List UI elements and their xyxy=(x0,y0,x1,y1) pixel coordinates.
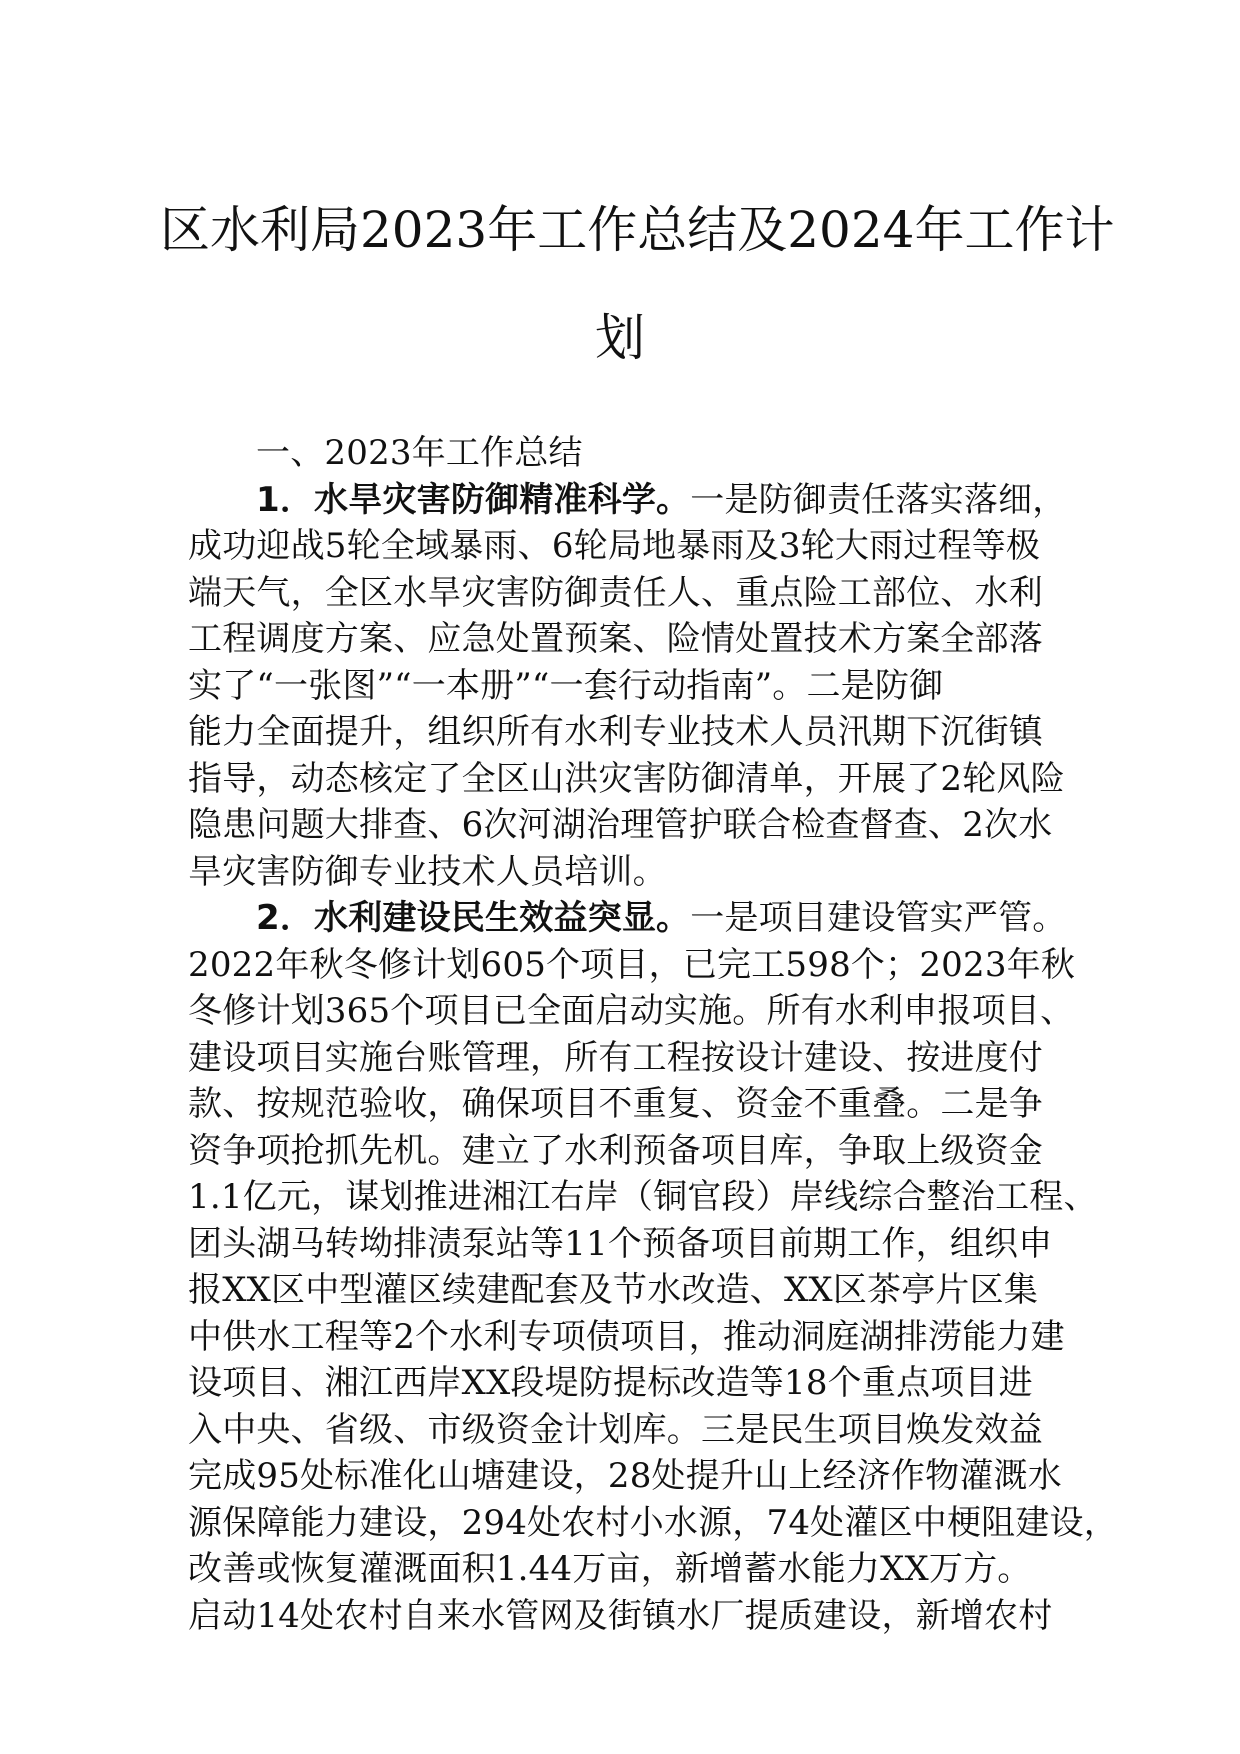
item2-line: 改善或恢复灌溉面积1.44万亩，新增蓄水能力XX万方。 xyxy=(188,1549,1032,1589)
item2-line: 款、按规范验收，确保项目不重复、资金不重叠。二是争 xyxy=(188,1084,1043,1124)
item2-line: 完成95处标准化山塘建设，28处提升山上经济作物灌溉水 xyxy=(188,1456,1062,1496)
item1-line: 端天气，全区水旱灾害防御责任人、重点险工部位、水利 xyxy=(188,572,1043,613)
item1-line: 旱灾害防御专业技术人员培训。 xyxy=(188,851,667,892)
item2-line: 1.1亿元，谋划推进湘江右岸（铜官段）岸线综合整治工程、 xyxy=(188,1177,1098,1217)
item1-line: 实了“一张图”“一本册”“一套行动指南”。二是防御 xyxy=(188,665,944,706)
item1-first-line-text: 一是防御责任落实落细， xyxy=(690,479,1067,520)
item2-heading: 2．水利建设民生效益突显。 xyxy=(256,898,691,938)
item1-line: 工程调度方案、应急处置预案、险情处置技术方案全部落 xyxy=(188,619,1043,659)
item2-line: 2022年秋冬修计划605个项目，已完工598个；2023年秋 xyxy=(188,944,1076,985)
title-line-2: 划 xyxy=(595,309,645,367)
item1-line: 隐患问题大排查、6次河湖治理管护联合检查督查、2次水 xyxy=(188,805,1053,845)
title-line-1: 区水利局2023年工作总结及2024年工作计 xyxy=(160,201,1115,259)
item1-line: 能力全面提升，组织所有水利专业技术人员汛期下沉街镇 xyxy=(188,712,1043,752)
item2-line: 团头湖马转坳排渍泵站等11个预备项目前期工作，组织申 xyxy=(188,1223,1053,1264)
item2-line: 冬修计划365个项目已全面启动实施。所有水利申报项目、 xyxy=(188,991,1075,1031)
document-title xyxy=(160,201,1115,367)
section-heading: 一、2023年工作总结 xyxy=(256,433,583,473)
item2-line: 建设项目实施台账管理，所有工程按设计建设、按进度付 xyxy=(188,1037,1043,1078)
item2-line: 中供水工程等2个水利专项债项目，推动洞庭湖排涝能力建 xyxy=(188,1316,1065,1357)
item2-line: 入中央、省级、市级资金计划库。三是民生项目焕发效益 xyxy=(188,1409,1043,1450)
item2-line: 源保障能力建设，294处农村小水源，74处灌区中梗阻建设， xyxy=(188,1502,1118,1543)
item1-first-line xyxy=(188,477,1068,524)
document-body xyxy=(188,430,1118,1639)
item2-first-line-text: 一是项目建设管实严管。 xyxy=(690,898,1067,938)
item2-first-line xyxy=(188,895,1068,942)
item1-heading: 1．水旱灾害防御精准科学。 xyxy=(256,479,691,520)
item1-line: 成功迎战5轮全域暴雨、6轮局地暴雨及3轮大雨过程等极 xyxy=(188,526,1041,566)
item2-line: 设项目、湘江西岸XX段堤防提标改造等18个重点项目进 xyxy=(188,1363,1033,1403)
item2-line: 报XX区中型灌区续建配套及节水改造、XX区茶亭片区集 xyxy=(188,1270,1039,1310)
item2-line: 资争项抢抓先机。建立了水利预备项目库，争取上级资金 xyxy=(188,1130,1043,1171)
item2-line: 启动14处农村自来水管网及街镇水厂提质建设，新增农村 xyxy=(188,1595,1053,1636)
item1-line: 指导，动态核定了全区山洪灾害防御清单，开展了2轮风险 xyxy=(188,758,1065,799)
